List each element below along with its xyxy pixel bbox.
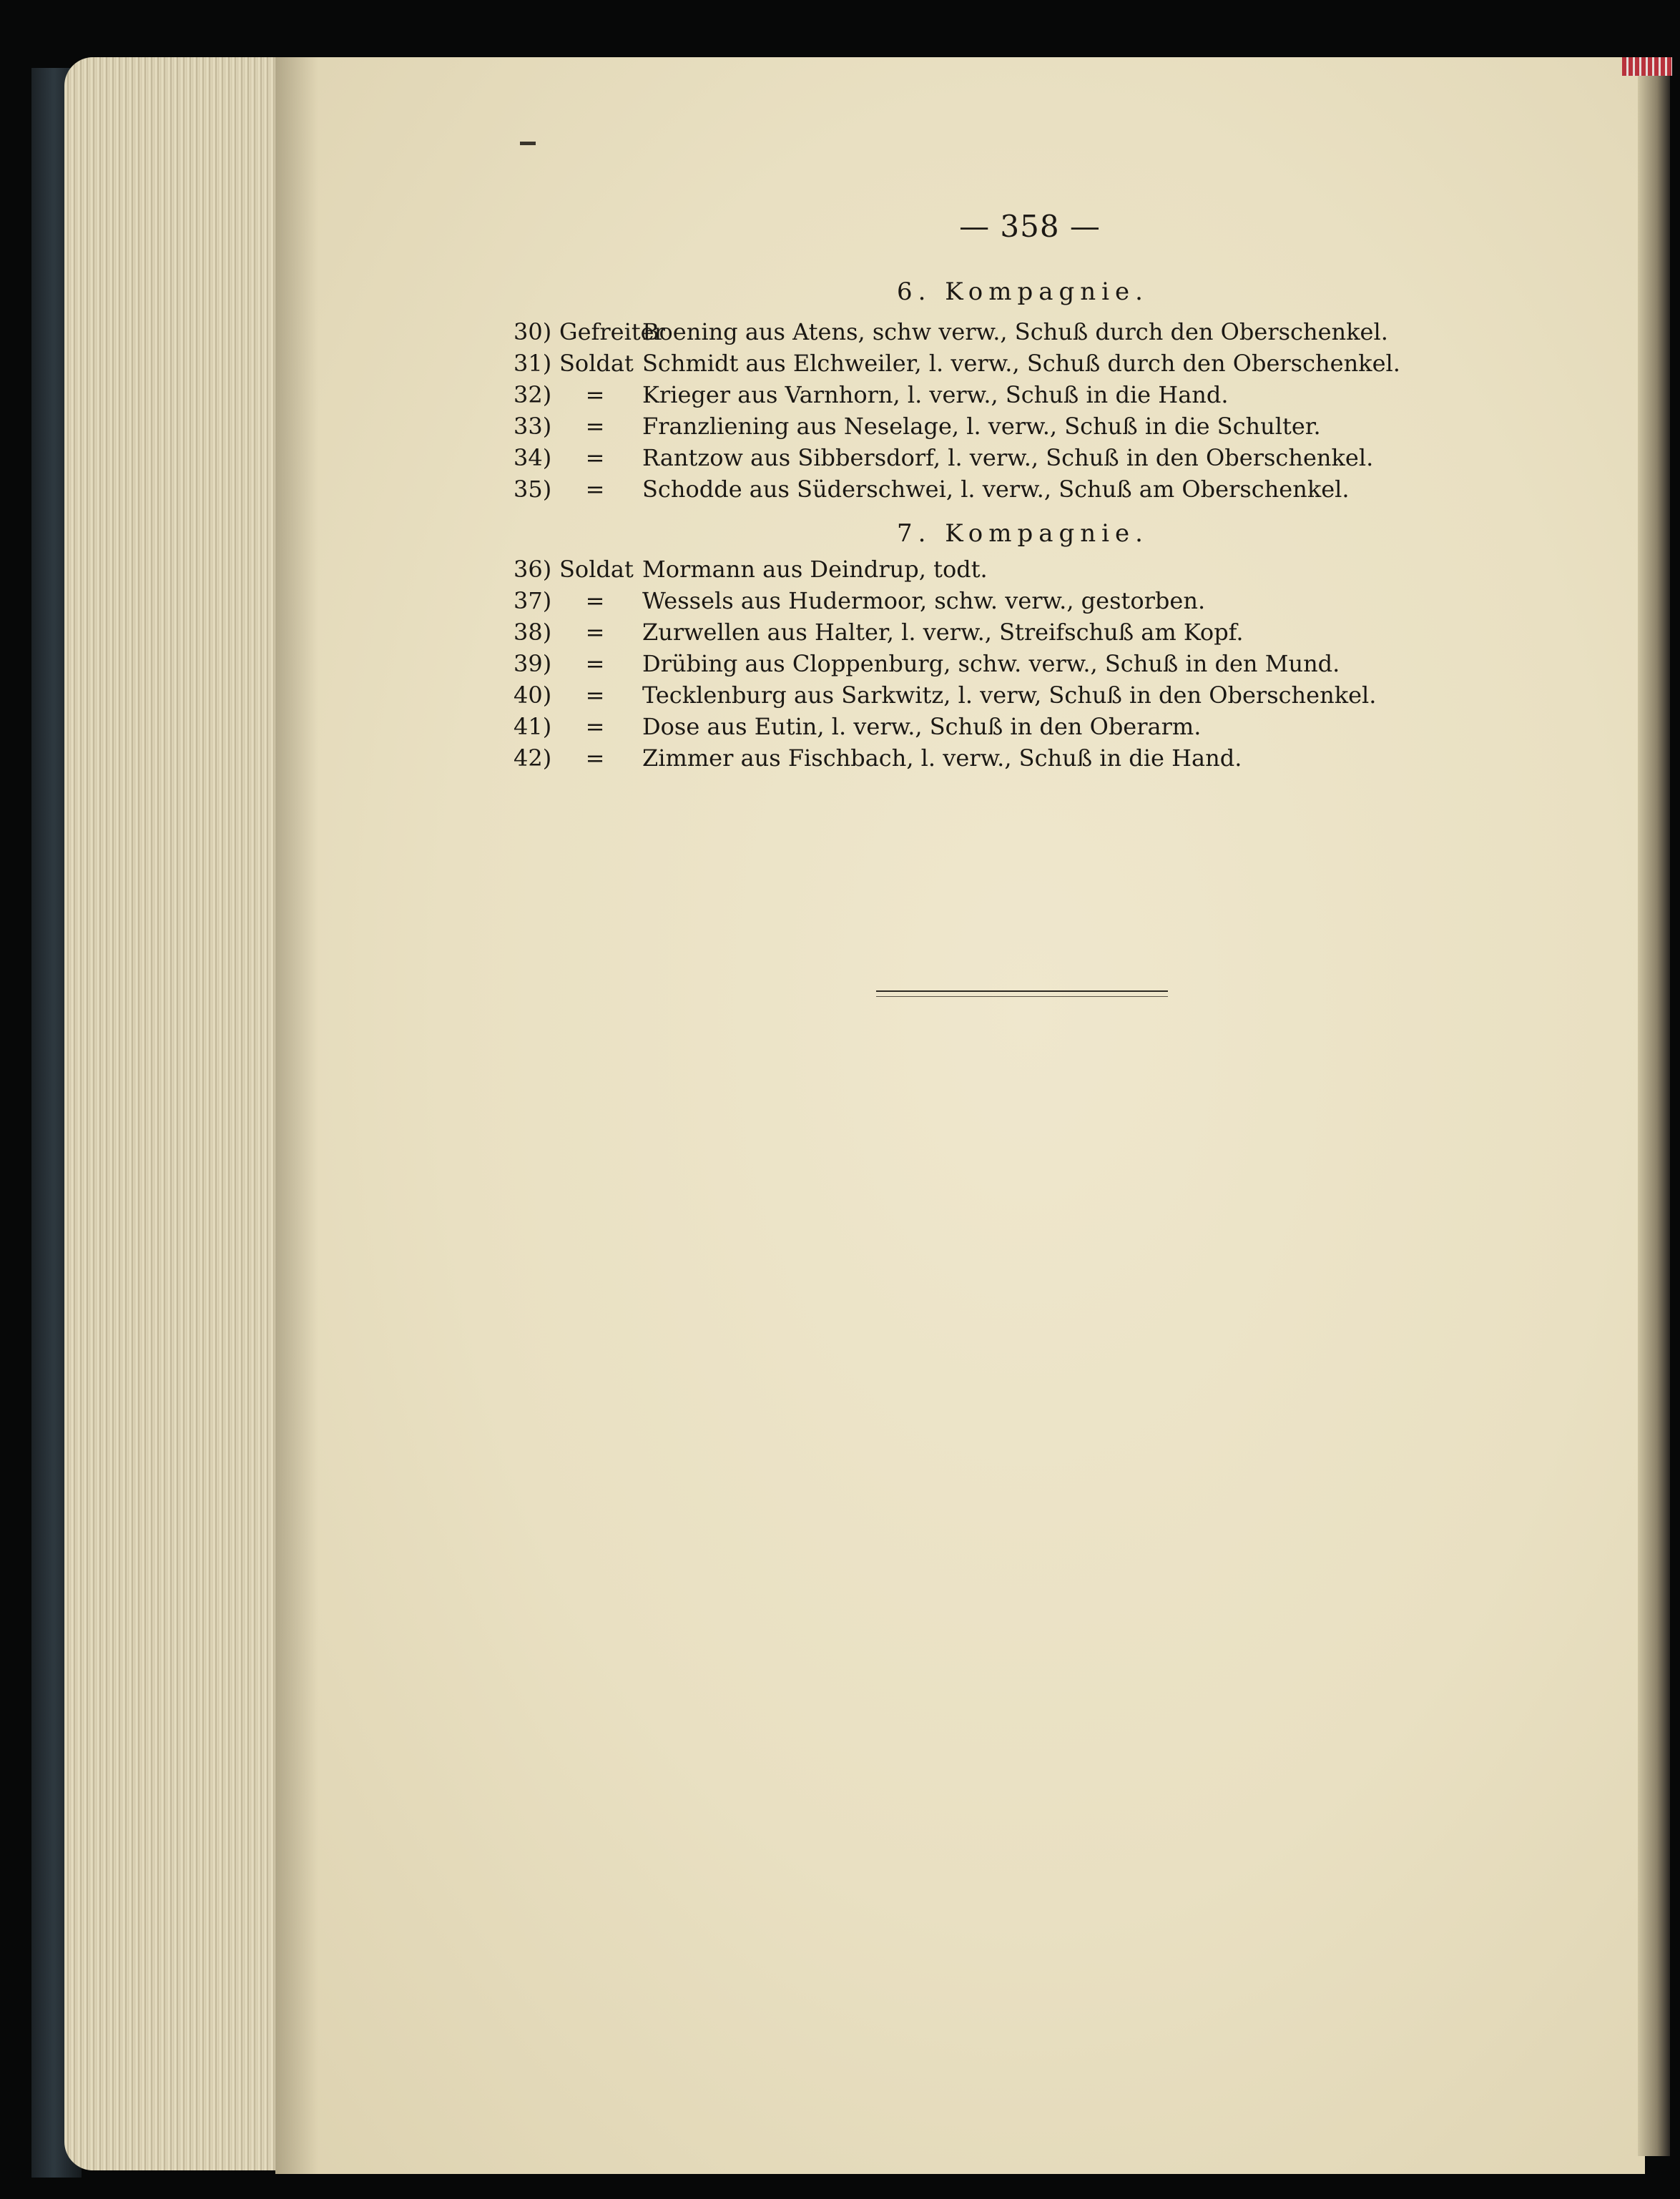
entry-number: 34): [514, 444, 552, 471]
entry-number: 35): [514, 476, 552, 503]
ditto-mark: =: [585, 682, 605, 709]
stray-ink-mark: [520, 142, 536, 145]
entry-text: Tecklenburg aus Sarkwitz, l. verw, Schuß in den Oberschenkel.: [642, 682, 1377, 709]
section-heading-7-kompagnie: 7. Kompagnie.: [897, 519, 1149, 548]
entry-number: 39): [514, 650, 552, 677]
ditto-mark: =: [585, 413, 605, 440]
page-number: — 358 —: [959, 209, 1101, 244]
entry-number: 40): [514, 682, 552, 709]
entry-number: 37): [514, 587, 552, 614]
list-item: [514, 648, 1340, 679]
list-item: [514, 410, 1321, 442]
list-item: [514, 679, 1376, 711]
list-item: [514, 711, 1201, 742]
page-right-edge: [1638, 68, 1670, 2156]
entry-text: Rantzow aus Sibbersdorf, l. verw., Schuß in den Oberschenkel.: [642, 444, 1374, 471]
entry-text: Schodde aus Süderschwei, l. verw., Schuß am Oberschenkel.: [642, 476, 1350, 503]
entry-text: Zimmer aus Fischbach, l. verw., Schuß in die Hand.: [642, 744, 1242, 772]
ditto-mark: =: [585, 619, 605, 646]
list-item: [514, 316, 1388, 348]
entry-number: 36): [514, 556, 552, 583]
entry-text: Dose aus Eutin, l. verw., Schuß in den Oberarm.: [642, 713, 1202, 740]
ditto-mark: =: [585, 744, 605, 772]
page-edges-stack: [64, 57, 293, 2170]
entry-text: Mormann aus Deindrup, todt.: [642, 556, 988, 583]
ditto-mark: =: [585, 476, 605, 503]
ditto-mark: =: [585, 444, 605, 471]
entry-rank: Gefreiter: [559, 318, 665, 345]
ditto-mark: =: [585, 381, 605, 408]
list-item: [514, 554, 988, 585]
section-heading-6-kompagnie: 6. Kompagnie.: [897, 277, 1149, 306]
entry-text: Wessels aus Hudermoor, schw. verw., gestorben.: [642, 587, 1206, 614]
list-item: [514, 379, 1229, 410]
entry-rank: Soldat: [559, 350, 634, 377]
entry-number: 33): [514, 413, 552, 440]
list-item: [514, 742, 1242, 774]
ditto-mark: =: [585, 713, 605, 740]
list-item: [514, 348, 1400, 379]
list-item: [514, 585, 1205, 616]
entry-text: Krieger aus Varnhorn, l. verw., Schuß in die Hand.: [642, 381, 1229, 408]
entry-rank: Soldat: [559, 556, 634, 583]
entry-text: Drübing aus Cloppenburg, schw. verw., Schuß in den Mund.: [642, 650, 1340, 677]
entry-text: Schmidt aus Elchweiler, l. verw., Schuß durch den Oberschenkel.: [642, 350, 1400, 377]
entry-text: Zurwellen aus Halter, l. verw., Streifschuß am Kopf.: [642, 619, 1244, 646]
entry-number: 31): [514, 350, 552, 377]
entry-number: 42): [514, 744, 552, 772]
ditto-mark: =: [585, 587, 605, 614]
entry-number: 41): [514, 713, 552, 740]
ditto-mark: =: [585, 650, 605, 677]
bookmark-ribbon: [1622, 57, 1672, 76]
entry-number: 30): [514, 318, 552, 345]
entry-number: 38): [514, 619, 552, 646]
closing-double-rule: [876, 990, 1168, 997]
gutter-shadow: [275, 57, 318, 2174]
list-item: [514, 473, 1350, 505]
list-item: [514, 442, 1373, 473]
entry-text: Boening aus Atens, schw verw., Schuß durch den Oberschenkel.: [642, 318, 1388, 345]
entry-text: Franzliening aus Neselage, l. verw., Schuß in die Schulter.: [642, 413, 1321, 440]
list-item: [514, 616, 1244, 648]
entry-number: 32): [514, 381, 552, 408]
